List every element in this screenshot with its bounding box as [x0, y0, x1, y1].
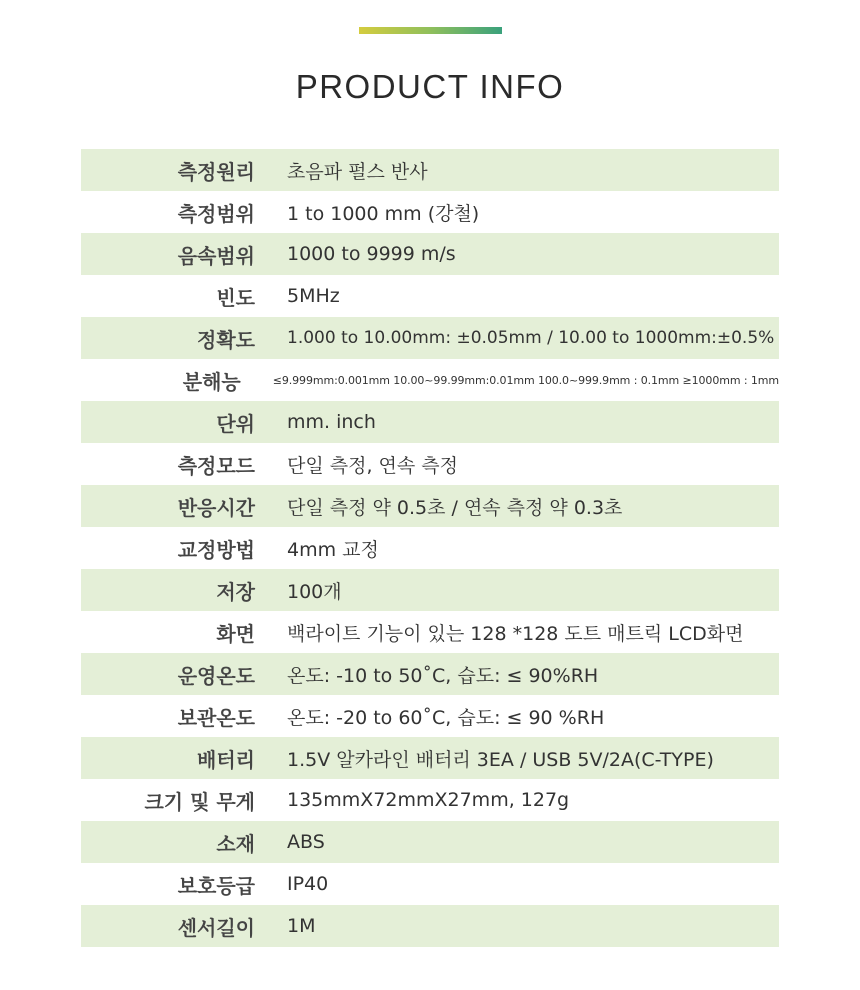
spec-label: 측정범위 [177, 201, 255, 226]
spec-row [81, 905, 779, 947]
spec-label: 교정방법 [177, 537, 255, 562]
spec-table [81, 149, 779, 947]
spec-row [81, 653, 779, 695]
spec-label: 측정원리 [177, 159, 255, 184]
spec-value: 100개 [287, 580, 342, 603]
spec-value: 4mm 교정 [287, 538, 379, 561]
spec-label: 측정모드 [177, 453, 255, 478]
spec-row [81, 485, 779, 527]
spec-label: 빈도 [216, 285, 255, 310]
spec-value: 1 to 1000 mm (강철) [287, 202, 480, 225]
spec-label: 배터리 [197, 747, 255, 772]
spec-value: 1.5V 알카라인 배터리 3EA / USB 5V/2A(C-TYPE) [287, 748, 714, 771]
spec-row [81, 359, 779, 401]
spec-label: 보관온도 [177, 705, 255, 730]
spec-value: 초음파 펄스 반사 [287, 160, 428, 183]
spec-value: 단일 측정, 연속 측정 [287, 454, 458, 477]
spec-label: 저장 [216, 579, 255, 604]
spec-label: 정확도 [197, 327, 255, 352]
spec-row [81, 779, 779, 821]
spec-value: mm. inch [287, 411, 376, 433]
page-title: PRODUCT INFO [295, 68, 565, 106]
spec-value: 1.000 to 10.00mm: ±0.05mm / 10.00 to 1000mm:±0.5% [287, 328, 775, 348]
spec-value: 5MHz [287, 285, 340, 307]
spec-label: 보호등급 [177, 873, 255, 898]
spec-row [81, 863, 779, 905]
spec-row [81, 737, 779, 779]
spec-row [81, 611, 779, 653]
spec-label: 반응시간 [177, 495, 255, 520]
spec-label: 센서길이 [177, 915, 255, 940]
spec-row [81, 443, 779, 485]
spec-value: 135mmX72mmX27mm, 127g [287, 789, 570, 811]
spec-label: 크기 및 무게 [144, 789, 255, 814]
spec-label: 운영온도 [177, 663, 255, 688]
spec-value: 1000 to 9999 m/s [287, 243, 456, 265]
spec-row [81, 569, 779, 611]
spec-value: ≤9.999mm:0.001mm 10.00~99.99mm:0.01mm 100.0~999.9mm : 0.1mm ≥1000mm : 1mm [272, 373, 779, 387]
spec-row [81, 527, 779, 569]
spec-row [81, 275, 779, 317]
title-accent-bar [359, 27, 502, 34]
spec-row [81, 695, 779, 737]
spec-label: 단위 [216, 411, 255, 436]
spec-label: 음속범위 [177, 243, 255, 268]
spec-value: 온도: -10 to 50˚C, 습도: ≤ 90%RH [287, 664, 599, 687]
spec-label: 화면 [216, 621, 255, 646]
spec-row [81, 149, 779, 191]
spec-value: ABS [287, 831, 325, 853]
spec-value: 단일 측정 약 0.5초 / 연속 측정 약 0.3초 [287, 496, 623, 519]
spec-row [81, 233, 779, 275]
spec-row [81, 821, 779, 863]
spec-value: IP40 [287, 873, 329, 895]
spec-value: 온도: -20 to 60˚C, 습도: ≤ 90 %RH [287, 706, 605, 729]
spec-row [81, 317, 779, 359]
spec-label: 분해능 [182, 369, 241, 394]
spec-row [81, 401, 779, 443]
spec-row [81, 191, 779, 233]
spec-label: 소재 [216, 831, 255, 856]
spec-value: 백라이트 기능이 있는 128 *128 도트 매트릭 LCD화면 [287, 622, 744, 645]
spec-value: 1M [287, 915, 316, 937]
